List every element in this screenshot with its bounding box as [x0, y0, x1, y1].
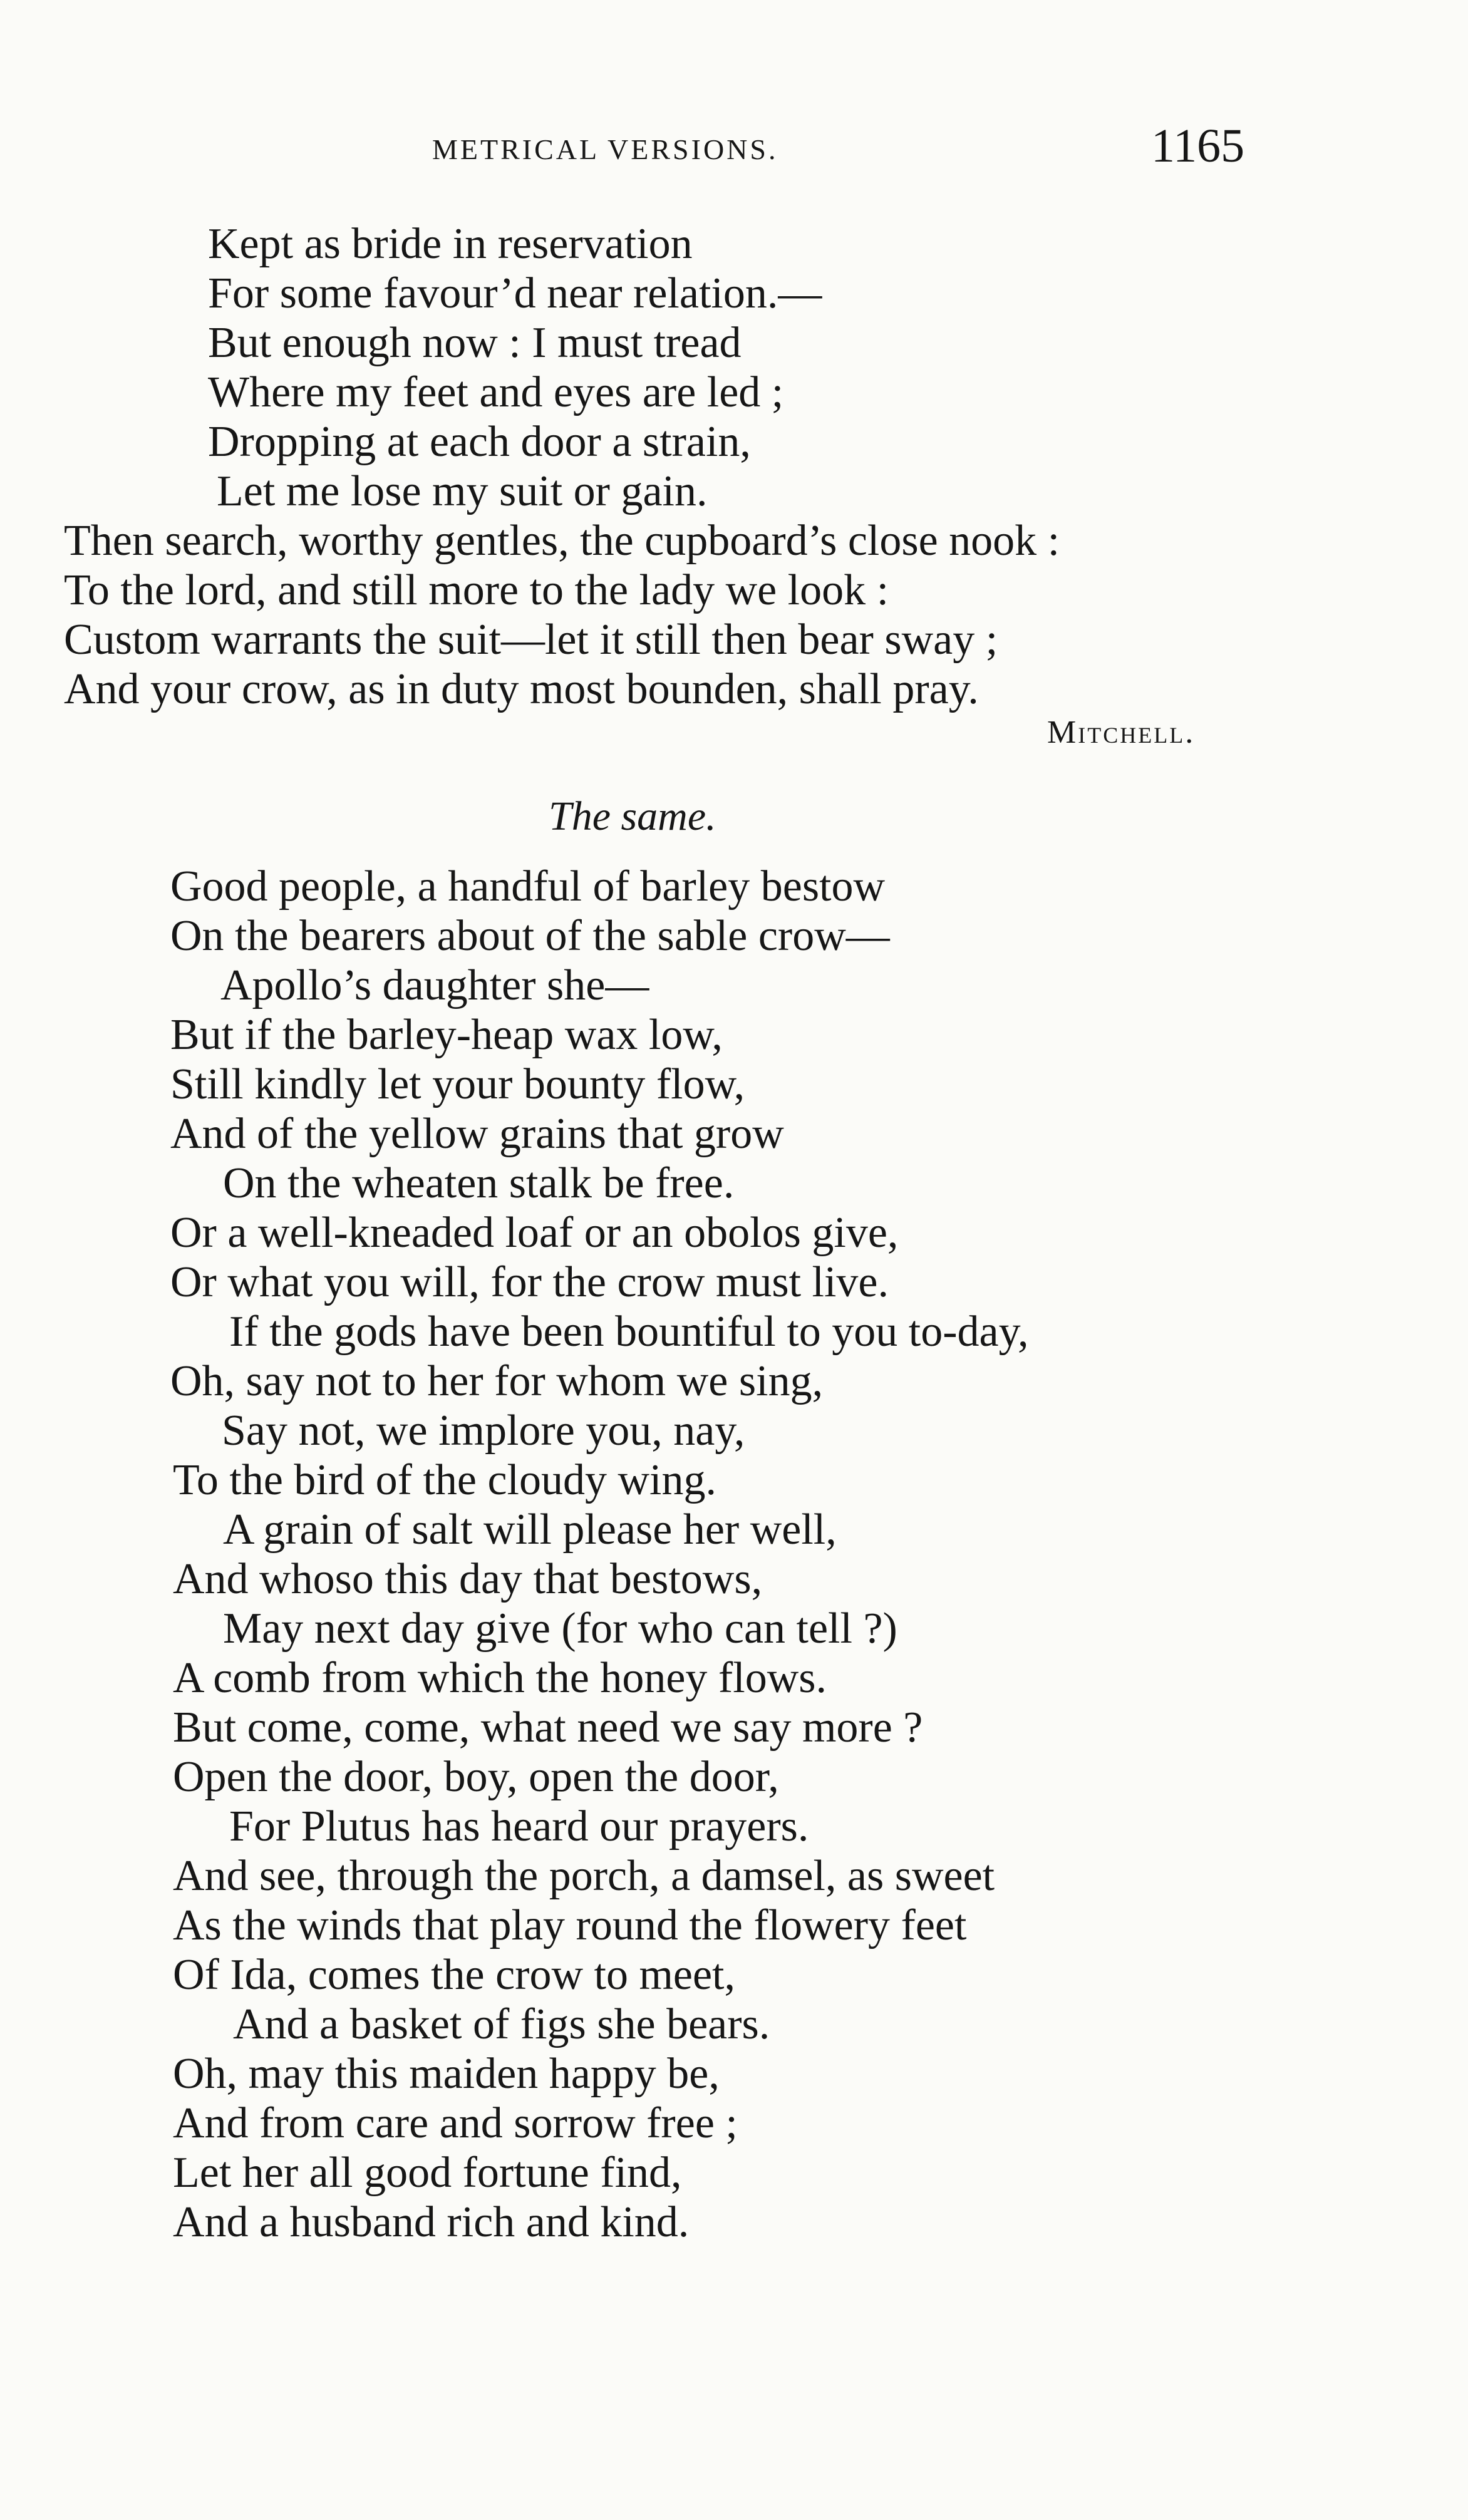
poem-line: And a basket of figs she bears.	[233, 2000, 770, 2048]
poem-line: And of the yellow grains that grow	[170, 1110, 784, 1158]
section-title: The same.	[549, 793, 716, 839]
poem-line: Open the door, boy, open the door,	[173, 1753, 779, 1801]
poem-line: And whoso this day that bestows,	[173, 1555, 763, 1603]
poem-line: If the gods have been bountiful to you to-day,	[229, 1308, 1029, 1356]
poem-line: And your crow, as in duty most bounden, shall pray.	[64, 665, 979, 713]
poem-line: Still kindly let your bounty flow,	[170, 1060, 745, 1108]
poem-line: A grain of salt will please her well,	[223, 1505, 837, 1554]
poem-line: For Plutus has heard our prayers.	[229, 1802, 809, 1851]
page-number: 1165	[1151, 120, 1245, 172]
poem-line: As the winds that play round the flowery feet	[173, 1901, 967, 1949]
poem-line: Say not, we implore you, nay,	[222, 1407, 745, 1455]
poem-line: On the bearers about of the sable crow—	[170, 912, 890, 960]
poem-line: Or a well-kneaded loaf or an obolos give,	[170, 1209, 899, 1257]
poem-line: But come, come, what need we say more ?	[173, 1703, 923, 1752]
poem-line: Of Ida, comes the crow to meet,	[173, 1951, 736, 1999]
poem-line: Where my feet and eyes are led ;	[208, 368, 784, 416]
poem-line: Or what you will, for the crow must live.	[170, 1258, 889, 1306]
poem-line: Then search, worthy gentles, the cupboard’s close nook :	[64, 517, 1060, 565]
poem-line: And from care and sorrow free ;	[173, 2099, 738, 2147]
poem-line: May next day give (for who can tell ?)	[223, 1604, 897, 1653]
poem-line: But enough now : I must tread	[208, 319, 742, 367]
poem-line: Kept as bride in reservation	[208, 220, 693, 268]
poem-line: Custom warrants the suit—let it still then bear sway ;	[64, 616, 998, 664]
poem-line: And a husband rich and kind.	[173, 2198, 690, 2246]
running-title: METRICAL VERSIONS.	[432, 133, 778, 165]
poem-line: A comb from which the honey flows.	[173, 1654, 827, 1702]
poem-line: Dropping at each door a strain,	[208, 418, 751, 466]
attribution: Mitchell.	[1047, 715, 1196, 750]
poem-line: And see, through the porch, a damsel, as sweet	[173, 1852, 995, 1900]
poem-line: To the bird of the cloudy wing.	[173, 1456, 716, 1504]
poem-line: Apollo’s daughter she—	[220, 961, 649, 1010]
poem-line: Oh, may this maiden happy be,	[173, 2050, 720, 2098]
poem-line: But if the barley-heap wax low,	[170, 1011, 723, 1059]
poem-line: On the wheaten stalk be free.	[223, 1159, 735, 1207]
poem-line: To the lord, and still more to the lady we look :	[64, 566, 889, 614]
poem-line: For some favour’d near relation.—	[208, 269, 822, 318]
poem-line: Let her all good fortune find,	[173, 2149, 682, 2197]
poem-line: Oh, say not to her for whom we sing,	[170, 1357, 824, 1405]
poem-line: Let me lose my suit or gain.	[217, 467, 708, 515]
poem-line: Good people, a handful of barley bestow	[170, 862, 886, 911]
